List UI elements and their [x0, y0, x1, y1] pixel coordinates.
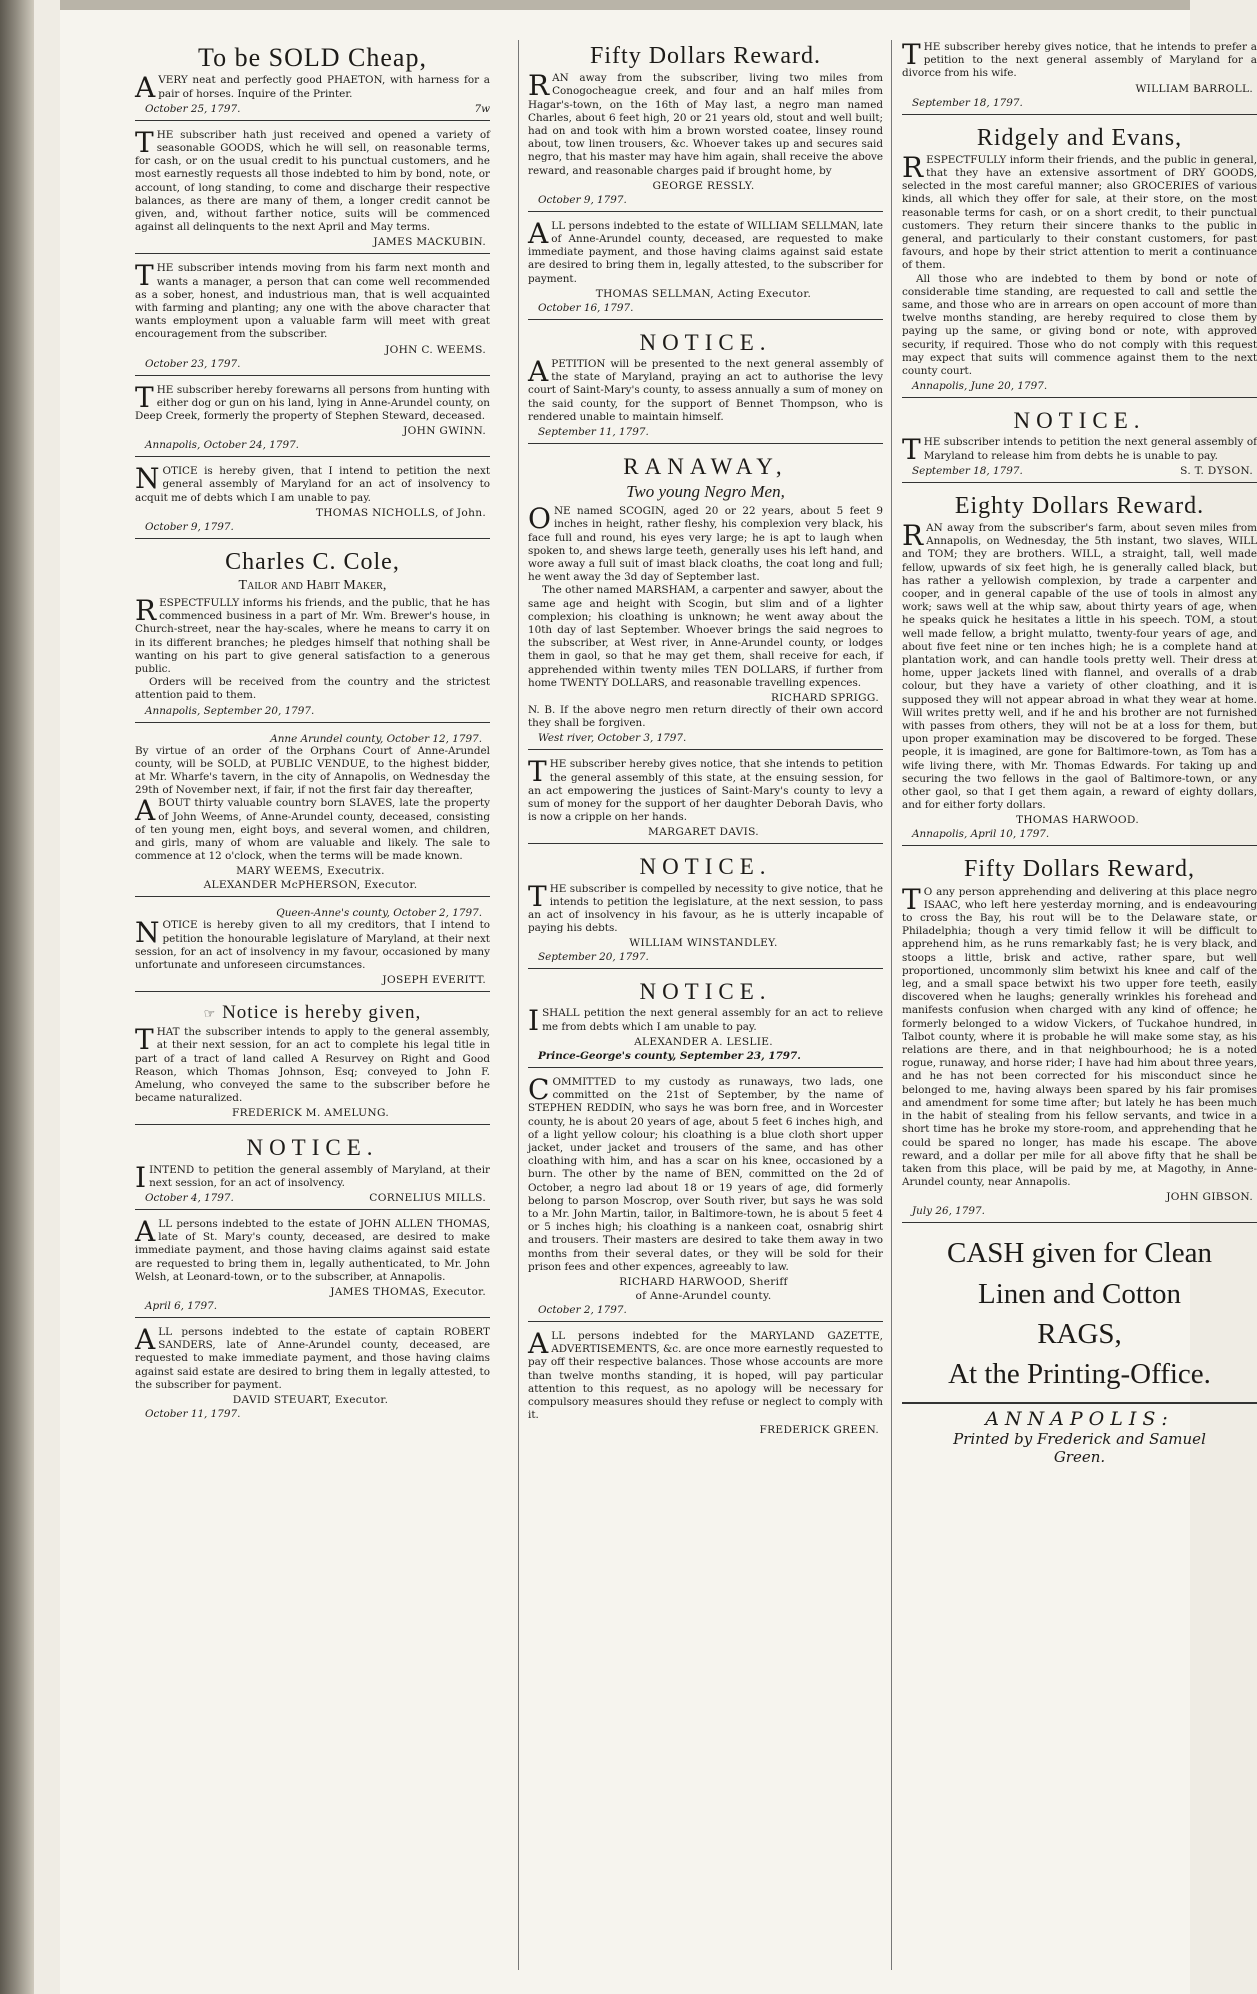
ad-body: RESPECTFULLY inform their friends, and the public in general, that they have an extensive assortment of DRY GOODS, selected in the most careful manner; also GROCERIES of various kinds, all which they offer for sale, at their store, on the most reasonable terms for cash, or on a short credit, to their punctual customers. They return their sincere thanks to the public in general, and particularly to their constant customers, for past favours, and hope by their strict attention to merit a continuance of them. [902, 150, 1257, 272]
ad-signature: MARY WEEMS, Executrix. [236, 865, 385, 878]
ad-weems-slaves [135, 728, 490, 898]
ad-body: THE subscriber is compelled by necessity to give notice, that he intends to petition the legislature, at the next session, to pass an act of insolvency in his favour, as he is utterly incapable of paying his debts. [528, 879, 883, 935]
ad-mark: 7w [474, 102, 490, 115]
newspaper-page [60, 0, 1257, 1994]
ad-body: THE subscriber intends moving from his farm next month and wants a manager, a person that can come well recommended as a sober, honest, and industrious man, that is well acquainted with farming and planting; any one with the above character that wants employment upon a valuable farm will meet with great encouragement from the subscriber. [135, 259, 490, 341]
ad-body: COMMITTED to my custody as runaways, two lads, one committed on the 21st of September, by the name of STEPHEN REDDIN, who says he was born free, and in Worcester county, he is about 20 years of age, about 5 feet 6 inches high, and of a light yellow colour; his cloathing is a blue cloth short upper jacket, under jacket and trousers of the same, and has other cloathing with him, and has a scar on his knee, occasioned by a burn. The other by the name of BEN, committed on the 2d of October, a negro lad about 18 or 19 years of age, did formerly belong to parson Moscrop, over South river, but says he was sold to a Mr. John Martin, tailor, in Baltimore-town, he is about 5 feet 4 or 5 inches high; his cloathing is a nankeen coat, osnabrig shirt and trousers. Their masters are desired to take them away in two months from their several dates, or they will be sold for their prison fees and other expences, agreeably to law. [528, 1072, 883, 1273]
ad-date: October 9, 1797. [145, 520, 234, 533]
ad-date: September 18, 1797. [912, 464, 1023, 477]
ad-thomas [135, 1215, 490, 1318]
ad-weems [135, 259, 490, 375]
ad-title: NOTICE. [246, 1135, 379, 1161]
imprint-printer: Printed by Frederick and Samuel [953, 1430, 1206, 1449]
ad-signature: JAMES MACKUBIN. [373, 236, 486, 249]
imprint-printer-2: Green. [1053, 1448, 1106, 1467]
ad-date: Prince-George's county, September 23, 1797. [538, 1049, 801, 1062]
ad-barroll [902, 38, 1257, 115]
column-rule [518, 40, 519, 1970]
ad-title: RANAWAY, [623, 453, 788, 479]
page-binding-edge [0, 0, 34, 1994]
ad-green [528, 1327, 883, 1441]
ad-signature: JOHN GWINN. [403, 425, 486, 438]
ad-subtitle: Two young Negro Men, [626, 482, 785, 502]
ad-body: ALL persons indebted for the MARYLAND GAZETTE, ADVERTISEMENTS, &c. are once more earnestly requested to pay off their respective balances. Those whose accounts are more than twelve months standing, it is hoped, will pay particular attention to this request, as no apology will be necessary for compulsory measures should they refuse or neglect to comply with it. [528, 1326, 883, 1422]
ad-date: Annapolis, September 20, 1797. [145, 704, 315, 717]
ad-date: October 25, 1797. [145, 102, 241, 115]
ad-mackubin [135, 126, 490, 255]
ad-body: ALL persons indebted to the estate of JOHN ALLEN THOMAS, late of St. Mary's county, deceased, are desired to make immediate payment, and those having claims against said estate are requested to bring them in, legally authenticated, to Mr. John Welsh, at Leonard-town, or to the subscriber, at Annapolis. [135, 1214, 490, 1283]
ad-body-2: The other named MARSHAM, a carpenter and sawyer, about the same age and height with Scogin, but slim and of a lighter complexion; his cloathing is unknown; he went away about the 10th day of last September. Whoever brings the said negroes to the subscriber, at West river, in Anne-Arundel county, or lodges them in gaol, so that he may get them, shall receive for each, if apprehended within twenty miles TEN DOLLARS, if further from home TWENTY DOLLARS, and reasonable travelling expences. [528, 584, 883, 689]
ad-body: THE subscriber hereby gives notice, that she intends to petition the general assembly of this state, at the ensuing session, for an act empowering the justices of Saint-Mary's county to levy a sum of money for the support of her daughter Deborah Davis, who is now a cripple on her hands. [528, 755, 883, 824]
ad-signature: S. T. DYSON. [1180, 464, 1253, 477]
ad-date: October 16, 1797. [538, 301, 634, 314]
ad-signature: RICHARD HARWOOD, Sheriff [619, 1275, 788, 1288]
ad-title: NOTICE. [1013, 408, 1146, 434]
ad-body: THE subscriber hereby gives notice, that he intends to prefer a petition to the next general assembly of Maryland for a divorce from his wife. [902, 38, 1257, 80]
ad-signature-2: of Anne-Arundel county. [635, 1289, 772, 1302]
ad-cash-rags [902, 1228, 1257, 1471]
ad-signature: CORNELIUS MILLS. [369, 1191, 486, 1204]
ad-date: September 11, 1797. [538, 425, 649, 438]
ad-body: ALL persons indebted to the estate of WILLIAM SELLMAN, late of Anne-Arundel county, deceased, are requested to make immediate payment, and those having claims against said estate are desired to bring them in, legally attested, to the subscriber for payment. [528, 216, 883, 285]
ad-signature: THOMAS HARWOOD. [1016, 814, 1139, 827]
ad-body: By virtue of an order of the Orphans Court of Anne-Arundel county, will be SOLD, at PUBLIC VENDUE, to the highest bidder, at Mr. Wharfe's tavern, in the city of Annapolis, on Wednesday the 29th of November next, if fair, if not the first fair day thereafter, [135, 744, 490, 797]
ad-thompson [528, 325, 883, 444]
ad-title: Notice is hereby given, [222, 1002, 422, 1024]
ad-body: TO any person apprehending and delivering at this place negro ISAAC, who left here yesterday morning, and is endeavouring to cross the Bay, his rout will be to the Delaware state, or Philadelphia; though a very timid fellow it will be difficult to apprehend him, as he runs remarkably fast; he is very black, and stoops a little, brisk and active, rather spare, but well proportioned, uncommonly slim betwixt his knee and calf of the leg, and a small space betwixt his two upper fore teeth, easily discovered when he laughs; generally wrinkles his forehead and manifests confusion when charged with any kind of offence; he formerly belonged to a widow Vickers, of Tuckahoe hundred, in Talbot county, where it is probable he will make some stay, as his relations are there, and in that neighbourhood; he is a noted rogue, runaway, and horse rider; I have had him about three years, and he has not been corrected for his misconduct since he belonged to me, having always been spared by his fair promises and amendment for some time after; but lately he has been much in the habit of stealing from his fellow servants, and twice in a short time has he broke my store-room, and apprehending that he could be spared no longer, has made his escape. The above reward, and a dollar per mile for all above fifty that he shall be taken from this place, will be paid by me, at Magothy, in Anne-Arundel county, near Annapolis. [902, 882, 1257, 1189]
ad-body: RESPECTFULLY informs his friends, and the public, that he has commenced business in a part of Mr. Wm. Brewer's house, in Church-street, near the hay-scales, where he means to carry it on in its different branches; he pledges himself that nothing shall be wanting on his part to give general satisfaction to a generous public. [135, 593, 490, 675]
ad-title: Eighty Dollars Reward. [954, 492, 1205, 519]
ad-signature: GEORGE RESSLY. [652, 179, 755, 192]
ad-nicholls [135, 462, 490, 539]
ad-harwood-reward [902, 488, 1257, 847]
ad-date: September 18, 1797. [912, 96, 1023, 109]
ad-cole [135, 544, 490, 723]
ad-dateline: Anne Arundel county, October 12, 1797. [270, 732, 482, 745]
ad-date: Annapolis, April 10, 1797. [912, 828, 1050, 841]
cash-line-3: RAGS, [1037, 1317, 1122, 1350]
ad-gibson [902, 851, 1257, 1223]
pointing-hand-icon: ☞ [203, 1006, 217, 1022]
ad-date: West river, October 3, 1797. [538, 732, 687, 745]
ad-signature: RICHARD SPRIGG. [771, 691, 879, 704]
ad-signature: FREDERICK M. AMELUNG. [231, 1107, 390, 1120]
ad-date: October 9, 1797. [538, 193, 627, 206]
ad-signature: THOMAS NICHOLLS, of John. [315, 506, 486, 519]
ad-body: THE subscriber intends to petition the next general assembly of Maryland to release him from debts he is unable to pay. [902, 433, 1257, 467]
ad-body: AVERY neat and perfectly good PHAETON, with harness for a pair of horses. Inquire of the Printer. [135, 71, 490, 105]
ad-winstandley [528, 849, 883, 969]
ad-gwinn [135, 381, 490, 458]
ad-date: October 2, 1797. [538, 1303, 627, 1316]
ad-signature: ALEXANDER A. LESLIE. [634, 1035, 773, 1048]
ad-date: Annapolis, October 24, 1797. [145, 439, 299, 452]
column-rule [891, 40, 892, 1970]
ad-ridgely-evans [902, 120, 1257, 399]
ad-sprigg [528, 449, 883, 750]
ad-leslie [528, 974, 883, 1068]
ad-signature: FREDERICK GREEN. [759, 1424, 879, 1437]
ad-body: THE subscriber hereby forewarns all persons from hunting with either dog or gun on his land, lying in Anne-Arundel county, on Deep Creek, formerly the property of Stephen Steward, deceased. [135, 380, 490, 422]
ad-signature: THOMAS SELLMAN, Acting Executor. [595, 287, 812, 300]
ad-body: ALL persons indebted to the estate of captain ROBERT SANDERS, late of Anne-Arundel county, deceased, are requested to make immediate payment, and those having claims against said estate are desired to bring them in legally attested, to the subscriber for payment. [135, 1322, 490, 1391]
ad-sanders [135, 1323, 490, 1425]
ad-ressly [528, 38, 883, 212]
ad-body: THE subscriber hath just received and opened a variety of seasonable GOODS, which he will sell, on reasonable terms, for cash, or on the usual credit to his punctual customers, and he most earnestly requests all those indebted to him by bond, note, or account, of long standing, to come and discharge their respective balances, as there are many of them, a longer credit cannot be given, and, without farther notice, suits will be commenced against all delinquents to the next April and May terms. [135, 125, 490, 234]
ad-signature: WILLIAM BARROLL. [1135, 82, 1253, 95]
ad-signature: WILLIAM WINSTANDLEY. [629, 937, 778, 950]
ad-body-2: ABOUT thirty valuable country born SLAVES, late the property of John Weems, of Anne-Arundel county, deceased, consisting of ten young men, eight boys, and several women, and children, and girls, many of whom are valuable and likely. The sale to commence at 12 o'clock, when the terms will be made known. [135, 794, 490, 863]
ad-body: IINTEND to petition the general assembly of Maryland, at their next session, for an act of insolvency. [135, 1160, 490, 1194]
ad-signature: MARGARET DAVIS. [648, 826, 759, 839]
column-1 [135, 38, 490, 1988]
ad-everitt [135, 902, 490, 992]
ad-sellman [528, 217, 883, 320]
ad-phaeton [135, 38, 490, 121]
imprint [902, 1402, 1257, 1466]
imprint-city: ANNAPOLIS: [985, 1408, 1174, 1431]
ad-title: Ridgely and Evans, [976, 124, 1183, 151]
ad-body: NOTICE is hereby given, that I intend to petition the next general assembly of Maryland for an act of insolvency to acquit me of debts which I am unable to pay. [135, 462, 490, 504]
ad-date: Annapolis, June 20, 1797. [912, 380, 1048, 393]
ad-signature: JOSEPH EVERITT. [382, 974, 486, 987]
ad-signature: JOHN GIBSON. [1166, 1191, 1253, 1204]
ad-date: October 11, 1797. [145, 1407, 241, 1420]
ad-title: NOTICE. [639, 854, 772, 880]
ad-body: THAT the subscriber intends to apply to the general assembly, at their next session, for an act to complete his legal title in part of a tract of land called A Resurvey on Right and Good Reason, which Thomas Johnson, Esq; conveyed to John F. Amelung, who conveyed the same to the subscriber before he became naturalized. [135, 1023, 490, 1105]
ad-dateline: Queen-Anne's county, October 2, 1797. [276, 907, 482, 920]
ad-signature: JOHN C. WEEMS. [385, 343, 486, 356]
ad-body: RAN away from the subscriber's farm, about seven miles from Annapolis, on Wednesday, the 5th instant, two slaves, WILL and TOM; they are brothers. WILL, a straight, tall, well made fellow, upwards of six feet high, he is generally called black, but has rather a yellowish complexion, by trade a carpenter and cooper, and in general capable of the use of tools in almost any work; saws well at the whip saw, about thirty years of age, when he speaks quick he hesitates a little in his speech. TOM, a stout well made fellow, a bright mulatto, twenty-four years of age, and about five feet nine or ten inches high; he is a complete hand at plantation work, and can handle tools pretty well. Their dress at home, upper jackets lined with flannel, and overalls of a drab colour, but they have a variety of other cloathing, and it is supposed they will not appear abroad in what they wear at home. Will writes pretty well, and if he and his brother are not furnished with passes from others, they will not be at a loss for them, but upon proper examination may be discovered to be forged. These people, it is imagined, are gone for Baltimore-town, as Tom has a wife living there, with Mr. Thomas Edwards. For taking up and securing the two fellows in the gaol of Baltimore-town, or any other gaol, so that I get them again, a reward of eighty dollars, and for either forty dollars. [902, 518, 1257, 812]
ad-body-2: All those who are indebted to them by bond or note of considerable time standing, are requested to call and settle the same, and those who are in arrears on open account of more than twelve months standing, are hereby required to close them by paying up the same, or giving bond or note, with approved security, if required. Those who do not comply with this request may expect that suits will commence against them to the next county court. [902, 272, 1257, 378]
ad-date: October 4, 1797. [145, 1191, 234, 1204]
ad-date: September 20, 1797. [538, 951, 649, 964]
ad-body-2: Orders will be received from the country and the strictest attention paid to them. [135, 676, 490, 702]
ad-body-3: N. B. If the above negro men return directly of their own accord they shall be forgiven. [528, 703, 883, 730]
ad-date: April 6, 1797. [145, 1299, 218, 1312]
cash-line-2: Linen and Cotton [978, 1277, 1181, 1310]
ad-title: Charles C. Cole, [225, 548, 400, 575]
ad-title: NOTICE. [639, 979, 772, 1005]
ad-body: ONE named SCOGIN, aged 20 or 22 years, about 5 feet 9 inches in height, rather fleshy, his complexion very black, his face full and round, his eyes very large; he is apt to laugh when spoken to, and shews large teeth, generally uses his left hand, and wore away a full suit of imast black cloaths, the coat long and full; he went away the 3d day of September last. [528, 502, 883, 584]
ad-title: Fifty Dollars Reward, [964, 856, 1195, 883]
ad-subtitle: Tailor and Habit Maker, [238, 577, 387, 593]
ad-title: NOTICE. [639, 329, 772, 355]
ad-body: RAN away from the subscriber, living two miles from Conogocheague creek, and four and an half miles from Hagar's-town, on the 16th of May last, a negro man named Charles, about 6 feet high, 20 or 21 years old, stout and well built; had on and took with him a brown worsted coatee, linsey round about, tow linen trousers, &c. Whoever takes up and secures said negro, that his master may have him again, shall receive the above reward, and reasonable charges paid if brought home, by [528, 69, 883, 177]
cash-line-4: At the Printing-Office. [948, 1358, 1211, 1391]
ad-body: ISHALL petition the next general assembly for an act to relieve me from debts which I am unable to pay. [528, 1004, 883, 1038]
ad-signature-2: ALEXANDER McPHERSON, Executor. [203, 879, 418, 892]
ad-signature: DAVID STEUART, Executor. [232, 1393, 389, 1406]
ad-dyson [902, 403, 1257, 483]
ad-signature: JAMES THOMAS, Executor. [330, 1285, 486, 1298]
ad-body: APETITION will be presented to the next general assembly of the state of Maryland, praying an act to authorise the levy court of Saint-Mary's county, to assess annually a sum of money on the said county, for the support of Bennet Thompson, who is rendered unable to maintain himself. [528, 354, 883, 423]
ad-mills [135, 1130, 490, 1210]
ad-amelung [135, 997, 490, 1125]
ad-date: July 26, 1797. [912, 1205, 985, 1218]
column-3 [902, 38, 1257, 1988]
ad-date: October 23, 1797. [145, 357, 241, 370]
ad-harwood-sheriff [528, 1073, 883, 1322]
column-2 [528, 38, 883, 1988]
ad-davis [528, 755, 883, 844]
ad-title: To be SOLD Cheap, [198, 43, 427, 72]
cash-line-1: CASH given for Clean [947, 1237, 1212, 1270]
ad-title: Fifty Dollars Reward. [590, 43, 821, 69]
ad-body: NOTICE is hereby given to all my creditors, that I intend to petition the honourable legislature of Maryland, at their next session, for an act of insolvency in my favour, occasioned by many unfortunate and unforeseen circumstances. [135, 916, 490, 972]
